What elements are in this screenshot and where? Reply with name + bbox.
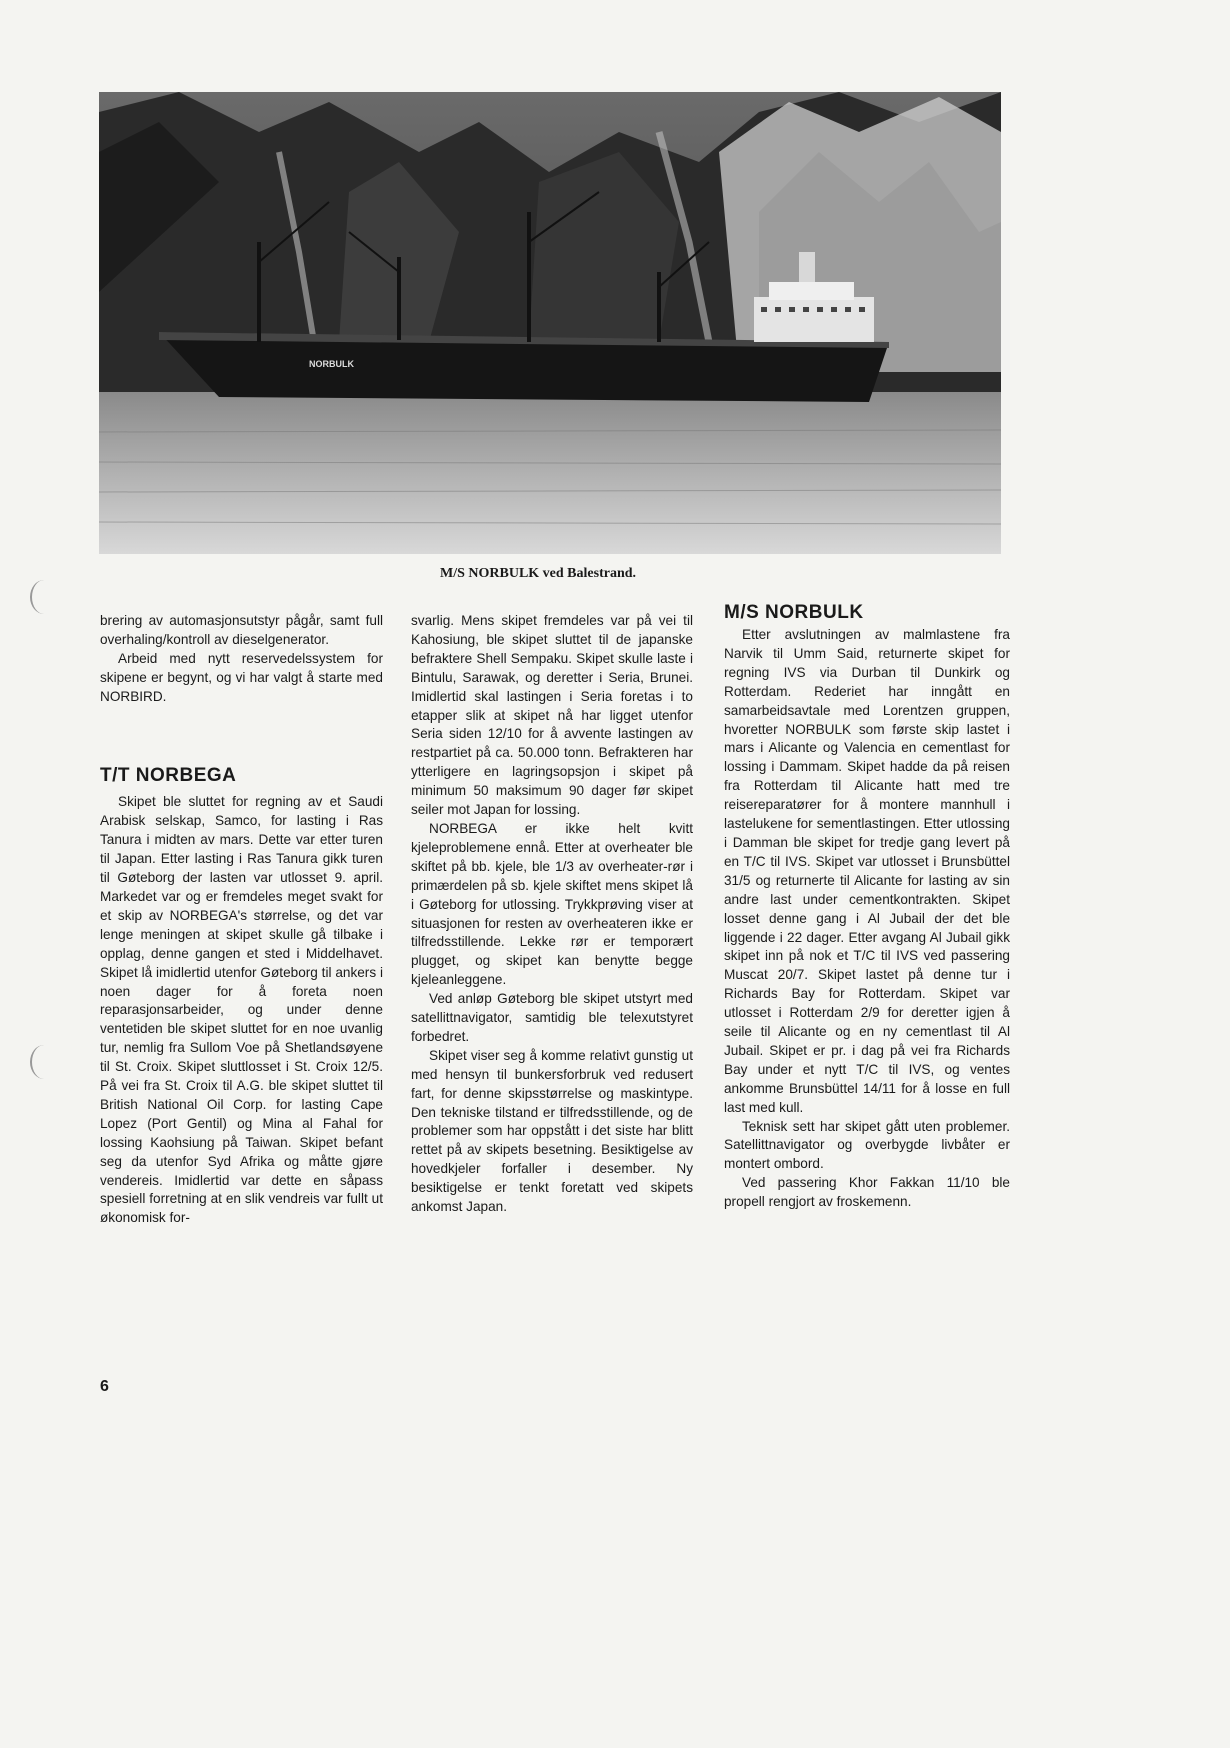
column-2 <box>411 612 693 1217</box>
col2-paragraph-2: NORBEGA er ikke helt kvitt kjeleproblemene ennå. Etter at overheater ble skiftet på bb. kjele, ble 1/3 av overheater-rør i primærdelen på sb. kjele skiftet mens skipet lå i Gøteborg for utlossing. Trykkprøving viser at situasjonen for resten av overheateren ikke er tilfredsstillende. Lekke rør er temporært plugget, og skipet kan benytte begge kjeleanleggene. <box>411 820 693 988</box>
col2-paragraph-1: svarlig. Mens skipet fremdeles var på vei til Kahosiung, ble skipet sluttet til de japanske befraktere Shell Sempaku. Skipet skulle laste i Bintulu, Sarawak, og deretter i Seria, Brunei. Imidlertid skal lastingen i Seria foretas i to etapper slik at skipet nå har ligget utenfor Seria siden 12/10 for å avvente lastingen av restpartiet på ca. 50.000 tonn. Befrakteren har ytterligere en lagringsopsjon i skipet på minimum 50 maksimum 90 dager før skipet seiler mot Japan for lossing. <box>411 613 693 818</box>
binder-hole-mark <box>30 580 58 614</box>
heading-norbega: T/T NORBEGA <box>100 764 237 786</box>
col1-paragraph-2: Arbeid med nytt reservedelssystem for skipene er begynt, og vi har valgt å starte med NORBIRD. <box>100 650 383 704</box>
col1-paragraph-1: brering av automasjonsutstyr pågår, samt full overhaling/kontroll av dieselgenerator. <box>100 613 383 647</box>
column-3 <box>724 602 1010 1212</box>
col3-paragraph-3: Ved passering Khor Fakkan 11/10 ble propell rengjort av froskemenn. <box>724 1175 1010 1210</box>
column-1 <box>100 612 383 1228</box>
ship-photo-drawing <box>99 92 1001 554</box>
ship-photo <box>99 92 1001 554</box>
col1-section-paragraph: Skipet ble sluttet for regning av et Saudi Arabisk selskap, Samco, for lasting i Ras Tanura i midten av mars. Dette var etter turen til Japan. Etter lasting i Ras Tanura gikk turen til Gøteborg der lasten var utlosset 9. april. Markedet var og er fremdeles meget svakt for et skip av NORBEGA's størrelse, og det var lenge meningen at skipet skulle gå tilbake i opplag, denne gangen et sted i Middelhavet. Skipet lå imidlertid utenfor Gøteborg til ankers i noen dager for å foreta noen reparasjonsarbeider, og under denne ventetiden ble skipet sluttet for en noe uvanlig tur, nemlig fra Sullom Voe på Shetlandsøyene til St. Croix. Skipet sluttlosset i St. Croix 12/5. På vei fra St. Croix til A.G. ble skipet sluttet til British National Oil Corp. for lasting Cape Lopez (Port Gentil) og Mina al Fahal for lossing Kaohsiung på Taiwan. Skipet befant seg da utenfor Syd Afrika og måtte gjøre vendereis. Imidlertid var dette en såpass spesiell forretning at en slik vendreis var fullt ut økonomisk for- <box>100 794 383 1226</box>
col3-paragraph-1: Etter avslutningen av malmlastene fra Narvik til Umm Said, returnerte skipet for regning IVS via Durban til Dunkirk og Rotterdam. Rederiet har inngått en samarbeidsavtale med Lorentzen gruppen, hvoretter NORBULK som første skip lastet i mars i Alicante og Valencia en cementlast for lossing i Dammam. Skipet hadde da på reisen fra Rotterdam til Alicante hatt med tre reisereparatører for å montere mannhull i lastelukene for sementlastingen. Etter utlossing i Damman ble skipet for tredje gang levert på en T/C til IVS. Skipet var utlosset i Brunsbüttel 31/5 og returnerte til Alicante for lasting av sin andre last under cementkontrakten. Skipet losset denne gang i Al Jubail der det ble liggende i 22 dager. Etter avgang Al Jubail gikk skipet inn på nok et T/C til IVS ved passering Muscat 20/7. Skipet lastet på denne tur i Richards Bay for Rotterdam. Skipet var utlosset i Rotterdam 2/9 for deretter igjen å seile til Alicante og en ny cementlast til Al Jubail. Skipet er pr. i dag på vei fra Richards Bay under et nytt T/C til IVS, og ventes ankomme Brunsbüttel 14/11 for å losse en full last med kull. <box>724 627 1010 1115</box>
col2-paragraph-3: Ved anløp Gøteborg ble skipet utstyrt med satellittnavigator, samtidig ble telexutstyret forbedret. <box>411 991 693 1044</box>
col3-paragraph-2: Teknisk sett har skipet gått uten problemer. Satellittnavigator og overbygde livbåter er montert ombord. <box>724 1118 1010 1172</box>
hull-name: NORBULK <box>309 359 354 369</box>
page-number: 6 <box>100 1378 109 1395</box>
photo-caption: M/S NORBULK ved Balestrand. <box>440 566 637 581</box>
binder-hole-mark <box>30 1045 58 1079</box>
heading-norbulk: M/S NORBULK <box>724 602 864 623</box>
col2-paragraph-4: Skipet viser seg å komme relativt gunstig ut med hensyn til bunkersforbruk ved redusert fart, for denne skipsstørrelse og maskintype. Den tekniske tilstand er tilfredsstillende, og de problemer som har oppstått i det siste har blitt rettet på av skipets besetning. Besiktigelse av hovedkjeler forfaller i desember. Ny besiktigelse er tenkt foretatt ved skipets ankomst Japan. <box>411 1047 693 1215</box>
